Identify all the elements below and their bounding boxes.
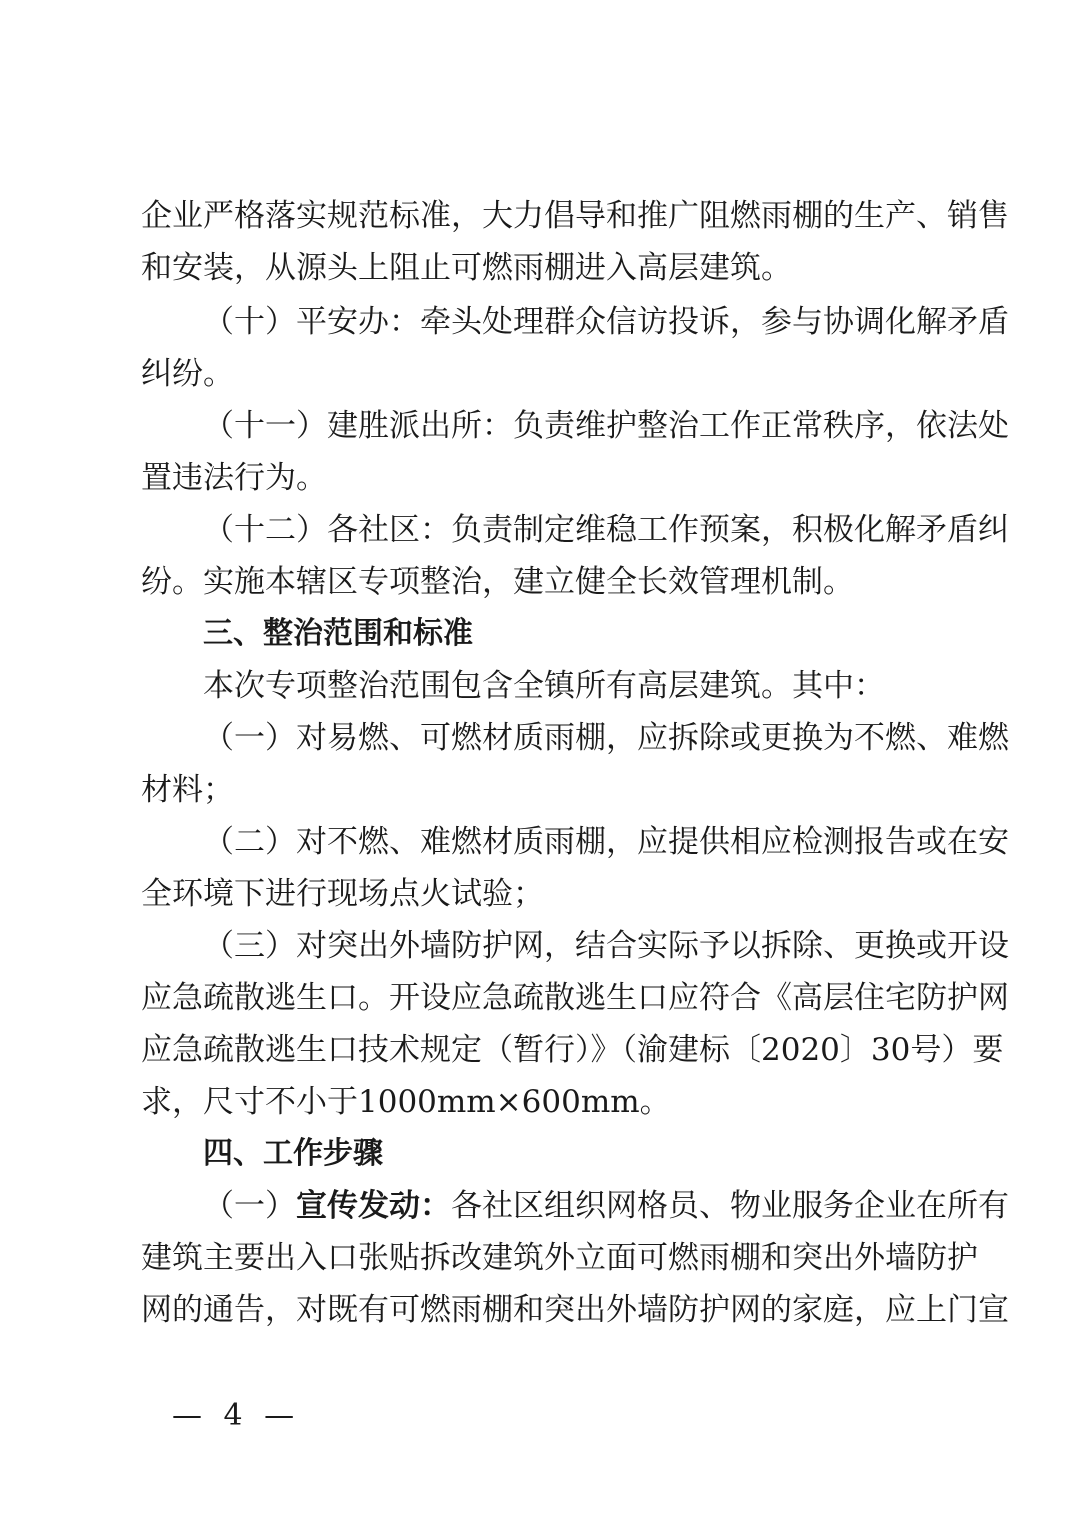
body-line-2: 和安装，从源头上阻止可燃雨棚进入高层建筑。 — [141, 250, 792, 286]
body-line-18: 求，尺寸不小于1000mm×600mm。 — [141, 1084, 671, 1120]
body-line-12: 材料； — [141, 772, 234, 808]
step-1-text: 各社区组织网格员、物业服务企业在所有 — [451, 1188, 1009, 1224]
body-line-21: 建筑主要出入口张贴拆改建筑外立面可燃雨棚和突出外墙防护 — [141, 1240, 978, 1276]
body-line-3: （十）平安办：牵头处理群众信访投诉，参与协调化解矛盾 — [203, 304, 1009, 340]
body-line-1: 企业严格落实规范标准，大力倡导和推广阻燃雨棚的生产、销售 — [141, 198, 1009, 234]
body-line-10: 本次专项整治范围包含全镇所有高层建筑。其中： — [203, 668, 885, 704]
body-line-14: 全环境下进行现场点火试验； — [141, 876, 544, 912]
body-line-5: （十一）建胜派出所：负责维护整治工作正常秩序，依法处 — [203, 408, 1009, 444]
body-line-20 — [203, 1180, 1009, 1232]
body-line-22: 网的通告，对既有可燃雨棚和突出外墙防护网的家庭，应上门宣 — [141, 1292, 1009, 1328]
step-1-prefix: （一） — [203, 1188, 296, 1224]
body-line-16: 应急疏散逃生口。开设应急疏散逃生口应符合《高层住宅防护网 — [141, 980, 1009, 1016]
page-number: — 4 — — [172, 1398, 301, 1433]
body-line-4: 纠纷。 — [141, 356, 234, 392]
body-line-17: 应急疏散逃生口技术规定（暂行）》（渝建标〔2020〕30号）要 — [141, 1032, 1004, 1068]
body-line-15: （三）对突出外墙防护网，结合实际予以拆除、更换或开设 — [203, 928, 1009, 964]
body-line-8: 纷。实施本辖区专项整治，建立健全长效管理机制。 — [141, 564, 854, 600]
body-line-7: （十二）各社区：负责制定维稳工作预案，积极化解矛盾纠 — [203, 512, 1009, 548]
body-line-13: （二）对不燃、难燃材质雨棚，应提供相应检测报告或在安 — [203, 824, 1009, 860]
section-heading-4: 四、工作步骤 — [203, 1136, 383, 1171]
body-line-6: 置违法行为。 — [141, 460, 327, 496]
body-line-11: （一）对易燃、可燃材质雨棚，应拆除或更换为不燃、难燃 — [203, 720, 1009, 756]
section-heading-3: 三、整治范围和标准 — [203, 616, 473, 651]
step-1-title: 宣传发动： — [296, 1188, 451, 1224]
